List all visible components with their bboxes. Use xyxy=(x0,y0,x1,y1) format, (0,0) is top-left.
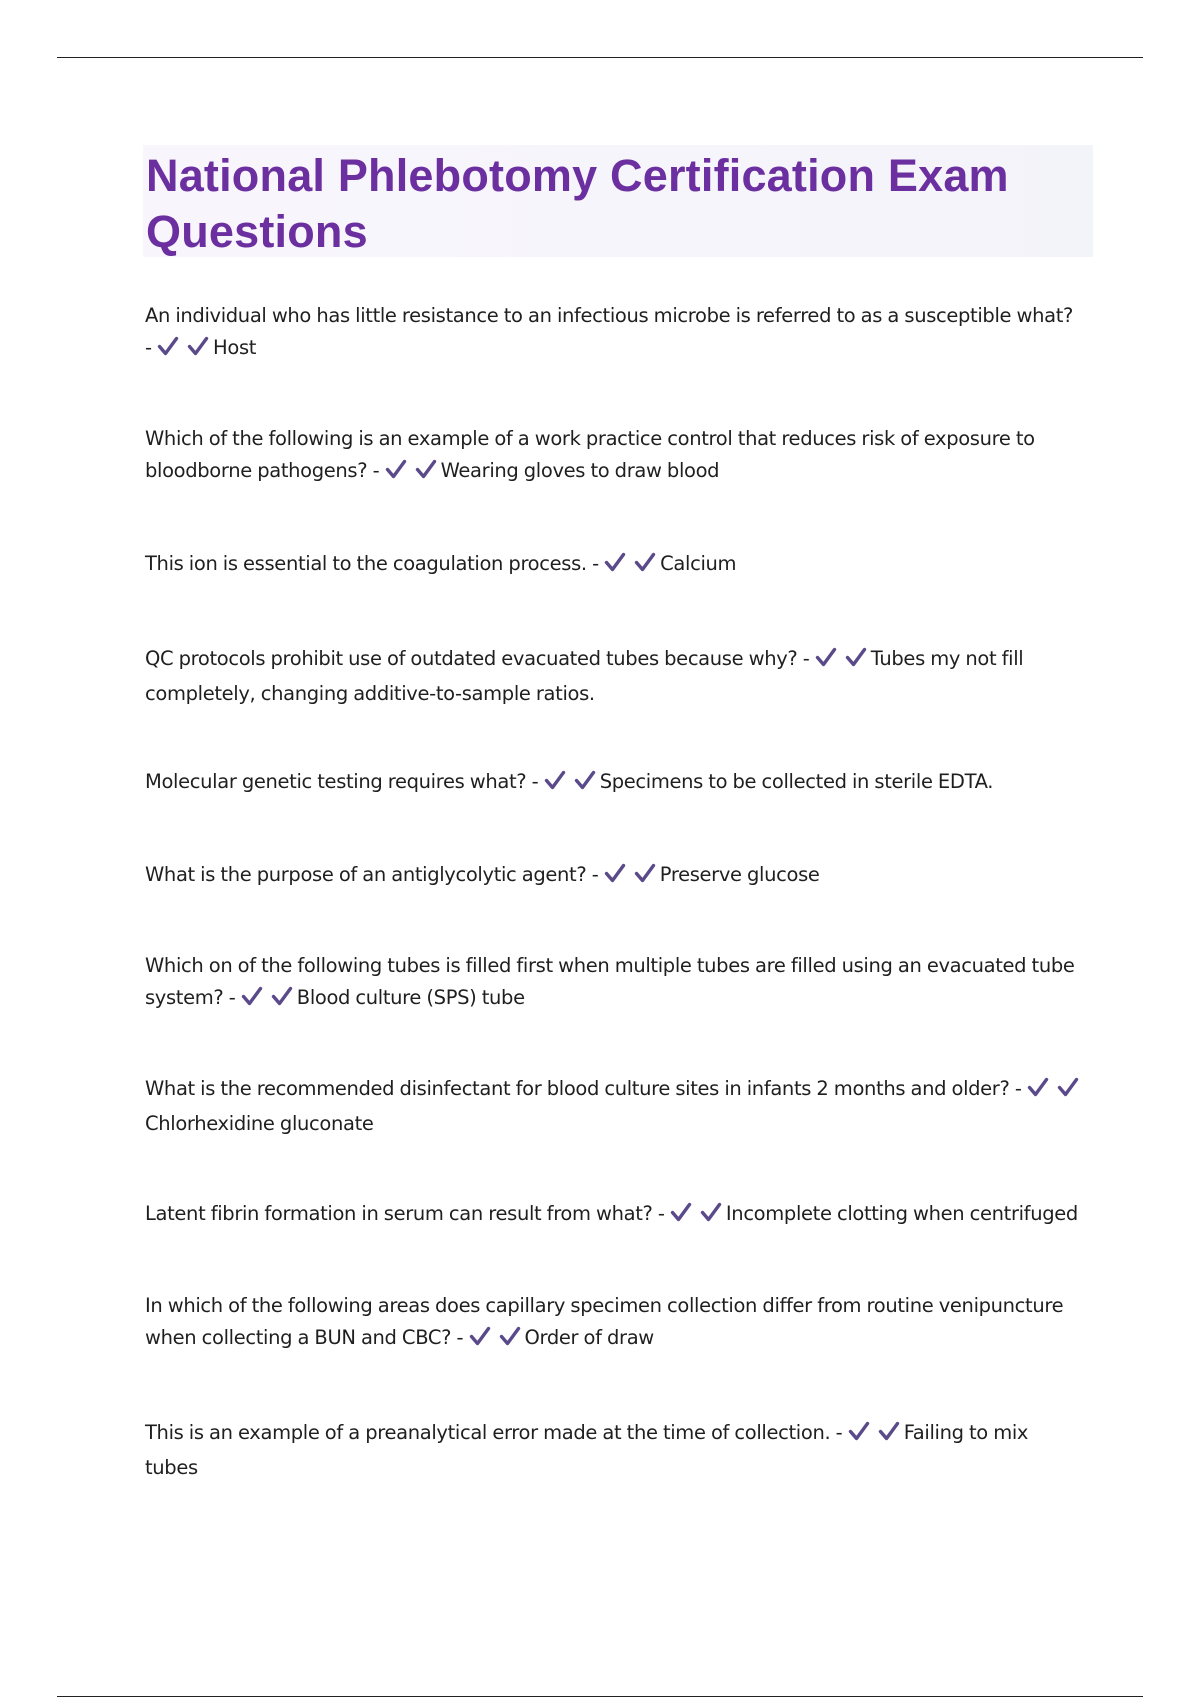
qa-item xyxy=(145,423,1085,490)
answer-text: Host xyxy=(213,336,257,359)
answer-text: Blood culture (SPS) tube xyxy=(296,986,525,1009)
answer-text: Failing to mix tubes xyxy=(145,1421,1029,1479)
footer-rule xyxy=(57,1696,1143,1697)
check-icon xyxy=(544,769,566,791)
qa-item xyxy=(145,950,1085,1017)
question-text: Which on of the following tubes is filled first when multiple tubes are filled using an evacuated tube system? - xyxy=(145,954,1075,1009)
question-text: QC protocols prohibit use of outdated evacuated tubes because why? - xyxy=(145,647,810,670)
check-icon xyxy=(469,1325,491,1347)
answer-checkmarks xyxy=(604,551,656,583)
check-icon xyxy=(574,769,596,791)
question-text: This is an example of a preanalytical error made at the time of collection. - xyxy=(145,1421,843,1444)
answer-checkmarks xyxy=(385,458,437,490)
answer-text: Chlorhexidine gluconate xyxy=(145,1112,374,1135)
question-text: What is the recommended disinfectant for blood culture sites in infants 2 months and older? - xyxy=(145,1077,1022,1100)
check-icon xyxy=(1057,1076,1079,1098)
check-icon xyxy=(604,862,626,884)
title-banner xyxy=(143,145,1093,257)
check-icon xyxy=(634,551,656,573)
qa-item xyxy=(145,1073,1085,1140)
check-icon xyxy=(634,862,656,884)
answer-text: Incomplete clotting when centrifuged xyxy=(725,1202,1078,1225)
qa-item xyxy=(145,548,1085,583)
question-text: This ion is essential to the coagulation process. - xyxy=(145,552,599,575)
check-icon xyxy=(604,551,626,573)
answer-checkmarks xyxy=(241,985,293,1017)
answer-text: Specimens to be collected in sterile EDTA. xyxy=(599,770,994,793)
answer-checkmarks xyxy=(157,335,209,367)
question-text: Molecular genetic testing requires what? - xyxy=(145,770,539,793)
check-icon xyxy=(157,335,179,357)
check-icon xyxy=(878,1420,900,1442)
qa-item xyxy=(145,859,1085,894)
answer-text: Calcium xyxy=(660,552,737,575)
check-icon xyxy=(845,646,867,668)
question-text: Latent fibrin formation in serum can result from what? - xyxy=(145,1202,665,1225)
answer-text: Tubes my not fill completely, changing additive-to-sample ratios. xyxy=(145,647,1024,705)
qa-item xyxy=(145,1417,1085,1484)
qa-item xyxy=(145,766,1085,801)
question-text: In which of the following areas does capillary specimen collection differ from routine venipuncture when collecting a BUN and CBC? - xyxy=(145,1294,1064,1349)
check-icon xyxy=(700,1201,722,1223)
check-icon xyxy=(415,458,437,480)
answer-checkmarks xyxy=(670,1201,722,1233)
check-icon xyxy=(499,1325,521,1347)
check-icon xyxy=(385,458,407,480)
question-text: Which of the following is an example of a work practice control that reduces risk of exposure to bloodborne pathogens? - xyxy=(145,427,1035,482)
check-icon xyxy=(815,646,837,668)
qa-item xyxy=(145,643,1085,710)
check-icon xyxy=(187,335,209,357)
answer-text: Preserve glucose xyxy=(659,863,820,886)
qa-item xyxy=(145,300,1085,367)
page-title: National Phlebotomy Certification Exam Questions xyxy=(146,150,1009,257)
check-icon xyxy=(848,1420,870,1442)
answer-checkmarks xyxy=(604,862,656,894)
check-icon xyxy=(670,1201,692,1223)
answer-checkmarks xyxy=(544,769,596,801)
qa-item xyxy=(145,1198,1085,1233)
check-icon xyxy=(241,985,263,1007)
answer-text: Wearing gloves to draw blood xyxy=(440,459,720,482)
qa-item xyxy=(145,1290,1085,1357)
question-text: An individual who has little resistance to an infectious microbe is referred to as a susceptible what? - xyxy=(145,304,1074,359)
answer-checkmarks xyxy=(469,1325,521,1357)
answer-text: Order of draw xyxy=(524,1326,654,1349)
answer-checkmarks xyxy=(1027,1076,1079,1108)
check-icon xyxy=(1027,1076,1049,1098)
answer-checkmarks xyxy=(815,646,867,678)
answer-checkmarks xyxy=(848,1420,900,1452)
check-icon xyxy=(271,985,293,1007)
question-text: What is the purpose of an antiglycolytic agent? - xyxy=(145,863,599,886)
header-rule xyxy=(57,57,1143,58)
